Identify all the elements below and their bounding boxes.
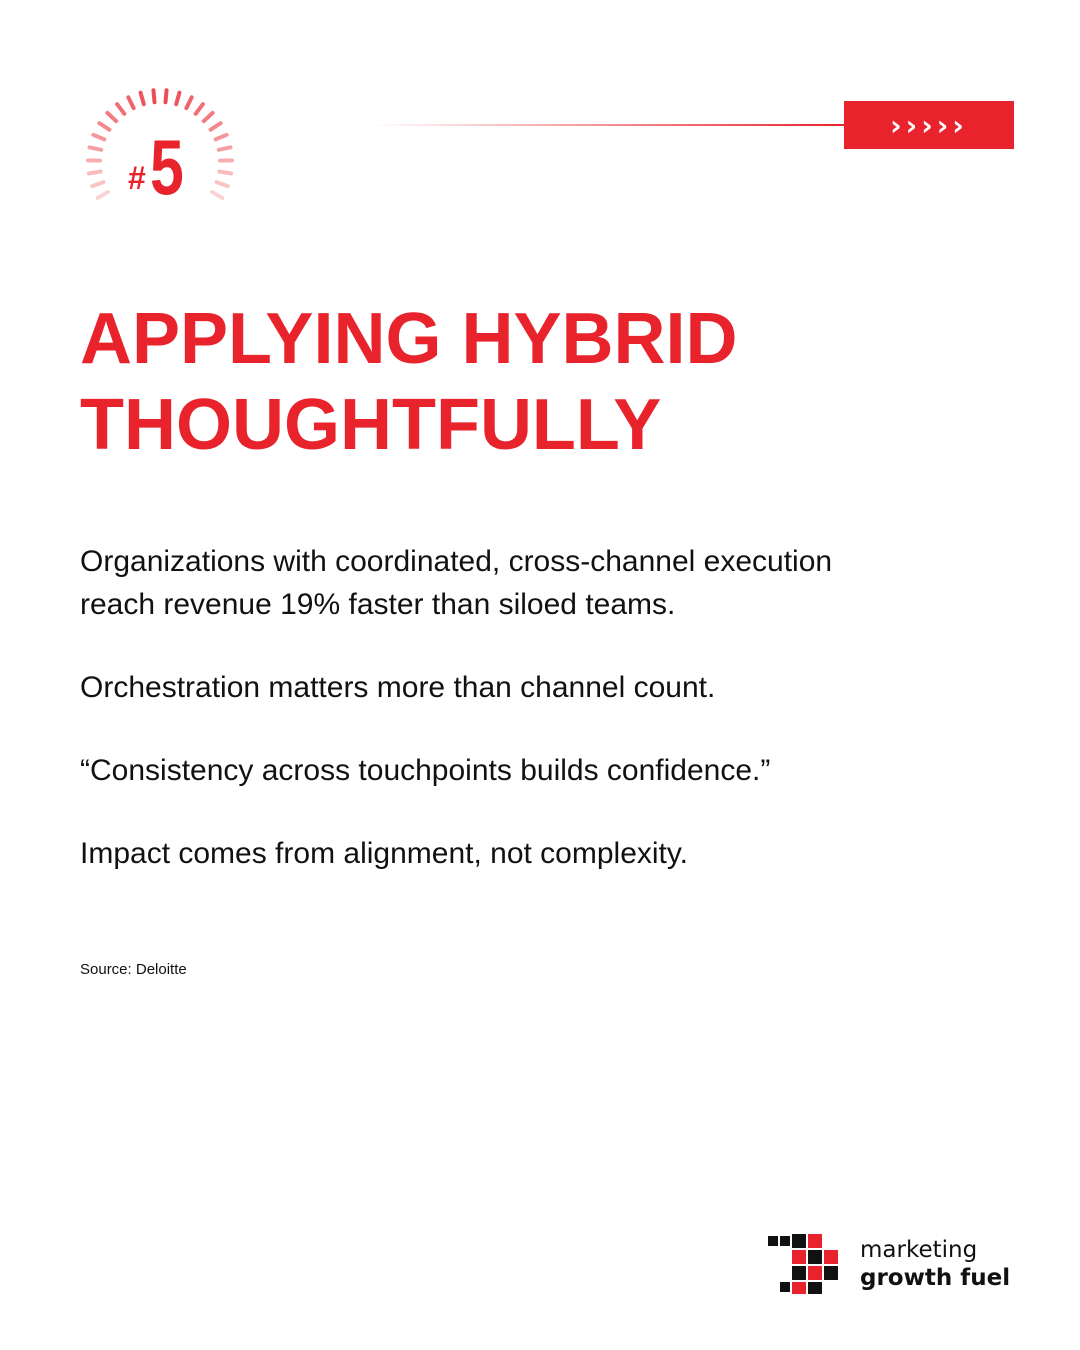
ring-tick — [219, 147, 231, 149]
paragraph-stat — [80, 540, 1020, 626]
ring-tick — [117, 104, 124, 114]
next-arrows-badge — [844, 101, 1014, 149]
ring-tick — [93, 135, 104, 140]
body-text — [80, 540, 1020, 915]
ring-tick — [176, 93, 179, 105]
ring-tick — [204, 113, 213, 121]
header-divider-line — [372, 124, 844, 126]
source-citation: Source: Deloitte — [80, 961, 187, 978]
ring-tick — [212, 192, 222, 198]
ring-tick — [89, 172, 101, 174]
logo-wordmark — [860, 1236, 1010, 1292]
ring-tick — [92, 182, 103, 186]
page-title — [80, 296, 1020, 468]
ring-tick — [216, 135, 227, 140]
ring-tick — [98, 192, 108, 198]
chevrons-right-icon: ››››› — [890, 108, 968, 142]
step-badge — [78, 80, 248, 210]
ring-tick — [99, 123, 109, 129]
brand-logo — [768, 1234, 1028, 1294]
title-line-2: THOUGHTFULLY — [80, 385, 662, 465]
paragraph-stat-line-1: Organizations with coordinated, cross-channel execution — [80, 545, 833, 578]
ring-tick — [186, 97, 191, 108]
paragraph-stat-line-2: reach revenue 19% faster than siloed teams. — [80, 588, 676, 621]
pixel-grid-logo-icon — [768, 1234, 852, 1294]
ring-tick — [128, 97, 133, 108]
ring-tick — [153, 90, 154, 102]
ring-tick — [196, 104, 203, 114]
ring-tick — [165, 90, 166, 102]
badge-hash: # — [128, 160, 146, 196]
ring-tick — [90, 147, 102, 149]
paragraph-impact: Impact comes from alignment, not complexity. — [80, 837, 688, 870]
title-line-1: APPLYING HYBRID — [80, 299, 738, 379]
logo-line-1: marketing — [860, 1237, 978, 1263]
paragraph-orchestration: Orchestration matters more than channel count. — [80, 671, 716, 704]
ring-tick — [107, 113, 116, 121]
badge-number: 5 — [150, 123, 184, 211]
ring-tick — [141, 93, 144, 105]
ring-tick — [219, 172, 231, 174]
paragraph-quote: “Consistency across touchpoints builds confidence.” — [80, 754, 771, 787]
ring-tick — [217, 182, 228, 186]
logo-line-2: growth fuel — [860, 1265, 1011, 1291]
ring-tick — [211, 123, 221, 129]
